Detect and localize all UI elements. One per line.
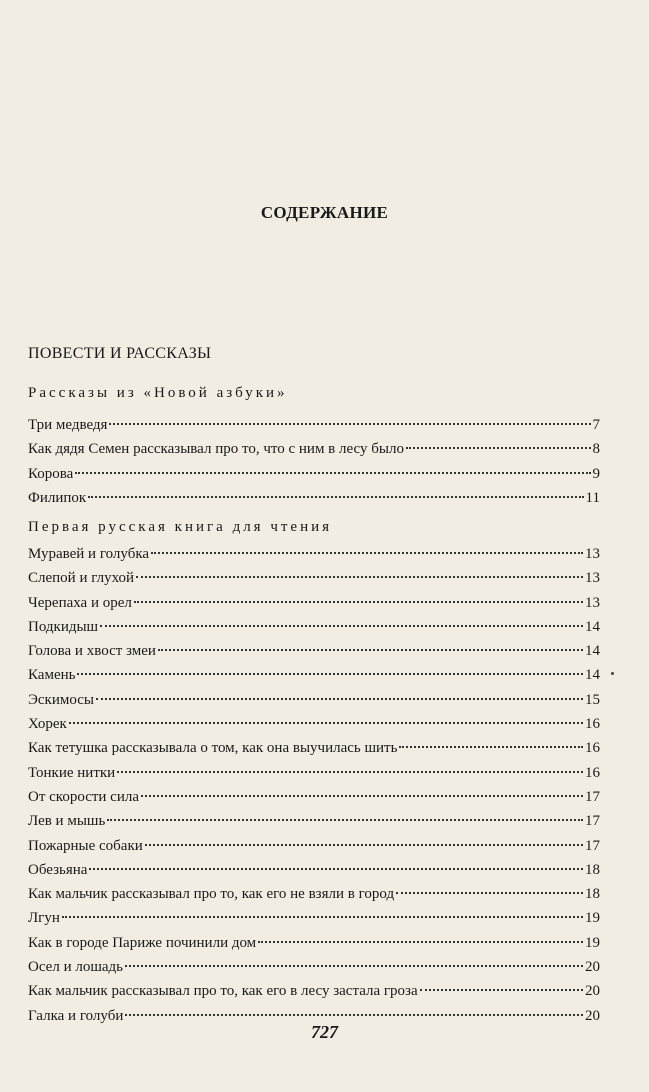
toc-entry-page: 11 <box>585 489 600 506</box>
dot-leader <box>69 722 583 724</box>
dot-leader <box>88 496 583 498</box>
toc-entry-page: 16 <box>585 764 600 781</box>
toc-entry-page: 13 <box>585 594 600 611</box>
toc-entry <box>28 437 600 461</box>
page-number: 727 <box>311 1022 338 1042</box>
toc-list-pervaya-kniga <box>28 542 600 1028</box>
dot-leader <box>141 795 583 797</box>
toc-entry-title: Камень <box>28 667 76 684</box>
toc-entry <box>28 931 600 955</box>
dot-leader <box>136 576 583 578</box>
dot-leader <box>100 625 583 627</box>
toc-entry-title: Как мальчик рассказывал про то, как его в лесу застала гроза <box>28 983 418 1000</box>
dot-leader <box>399 746 583 748</box>
toc-entry-page: 14 <box>585 643 600 660</box>
toc-entry-title: Слепой и глухой <box>28 570 135 587</box>
toc-entry <box>28 486 600 510</box>
toc-entry-page: 17 <box>585 837 600 854</box>
toc-entry-page: 20 <box>585 983 600 1000</box>
toc-entry-title: Лев и мышь <box>28 813 106 830</box>
toc-entry-title: От скорости сила <box>28 788 140 805</box>
toc-entry-page: 18 <box>585 886 600 903</box>
toc-entry-page: 20 <box>585 1007 600 1024</box>
toc-entry <box>28 809 600 833</box>
dot-leader <box>125 965 583 967</box>
toc-entry <box>28 615 600 639</box>
toc-entry <box>28 639 600 663</box>
dot-leader <box>96 698 583 700</box>
toc-entry <box>28 906 600 930</box>
dot-leader <box>134 601 583 603</box>
toc-entry <box>28 761 600 785</box>
toc-entry-title: Обезьяна <box>28 861 88 878</box>
dot-leader <box>406 447 591 449</box>
dot-leader <box>75 472 590 474</box>
toc-entry-title: Галка и голуби <box>28 1007 124 1024</box>
toc-entry-title: Муравей и голубка <box>28 546 150 562</box>
toc-entry-page: 14 <box>585 667 600 684</box>
toc-entry <box>28 591 600 615</box>
section-title: ПОВЕСТИ И РАССКАЗЫ <box>28 345 212 362</box>
toc-entry <box>28 462 600 486</box>
dot-leader <box>77 673 583 675</box>
toc-entry <box>28 712 600 736</box>
toc-entry-title: Эскимосы <box>28 691 94 708</box>
toc-entry-title: Подкидыш <box>28 618 99 635</box>
toc-entry-title: Черепаха и орел <box>28 594 132 611</box>
toc-entry-page: 16 <box>585 740 600 757</box>
toc-entry-page: 16 <box>585 716 600 733</box>
dot-leader <box>89 868 583 870</box>
toc-entry <box>28 979 600 1003</box>
toc-entry-title: Осел и лошадь <box>28 959 124 976</box>
toc-entry <box>28 785 600 809</box>
toc-entry <box>28 882 600 906</box>
toc-entry-page: 17 <box>585 788 600 805</box>
toc-entry-title: Как мальчик рассказывал про то, как его не взяли в город <box>28 886 395 903</box>
toc-entry-page: 20 <box>585 959 600 976</box>
toc-entry-title: Голова и хвост змеи <box>28 643 156 660</box>
page-title: СОДЕРЖАНИЕ <box>260 203 389 222</box>
toc-entry <box>28 566 600 590</box>
toc-entry <box>28 663 600 687</box>
dot-leader <box>258 941 583 943</box>
dot-leader <box>396 892 583 894</box>
toc-entry-page: 8 <box>592 441 600 458</box>
toc-entry-title: Пожарные собаки <box>28 837 143 854</box>
toc-entry-page: 13 <box>585 546 600 562</box>
toc-entry-title: Как в городе Париже починили дом <box>28 934 257 951</box>
toc-entry-page: 17 <box>585 813 600 830</box>
toc-entry-page: 7 <box>592 417 600 433</box>
dot-leader <box>109 423 590 425</box>
toc-entry-title: Как дядя Семен рассказывал про то, что с ним в лесу было <box>28 441 404 458</box>
dot-leader <box>420 989 583 991</box>
dot-leader <box>62 916 583 918</box>
toc-entry-page: 15 <box>585 691 600 708</box>
toc-entry <box>28 955 600 979</box>
toc-entry-title: Хорек <box>28 716 67 733</box>
toc-entry <box>28 736 600 760</box>
toc-entry-page: 14 <box>585 618 600 635</box>
toc-entry <box>28 834 600 858</box>
subsection-title-novaya-azbuka: Рассказы из «Новой азбуки» <box>28 385 288 401</box>
dot-leader <box>117 771 583 773</box>
toc-entry-page: 19 <box>585 934 600 951</box>
dot-leader <box>158 649 583 651</box>
toc-list-novaya-azbuka <box>28 413 600 510</box>
toc-entry-title: Как тетушка рассказывала о том, как она выучилась шить <box>28 740 398 757</box>
dot-leader <box>151 552 583 554</box>
toc-entry-title: Тонкие нитки <box>28 764 116 781</box>
toc-entry <box>28 688 600 712</box>
toc-entry-page: 13 <box>585 570 600 587</box>
toc-entry-page: 9 <box>592 465 600 482</box>
dot-leader <box>145 844 583 846</box>
toc-entry-title: Три медведя <box>28 417 108 433</box>
toc-entry-page: 19 <box>585 910 600 927</box>
dot-leader <box>107 819 583 821</box>
print-speck <box>611 672 614 675</box>
subsection-title-pervaya-kniga: Первая русская книга для чтения <box>28 519 333 535</box>
toc-entry <box>28 542 600 566</box>
toc-entry-title: Лгун <box>28 910 60 927</box>
dot-leader <box>125 1014 583 1016</box>
toc-entry-title: Филипок <box>28 489 87 506</box>
toc-entry <box>28 413 600 437</box>
toc-entry-page: 18 <box>585 861 600 878</box>
toc-entry-title: Корова <box>28 465 74 482</box>
toc-entry <box>28 858 600 882</box>
